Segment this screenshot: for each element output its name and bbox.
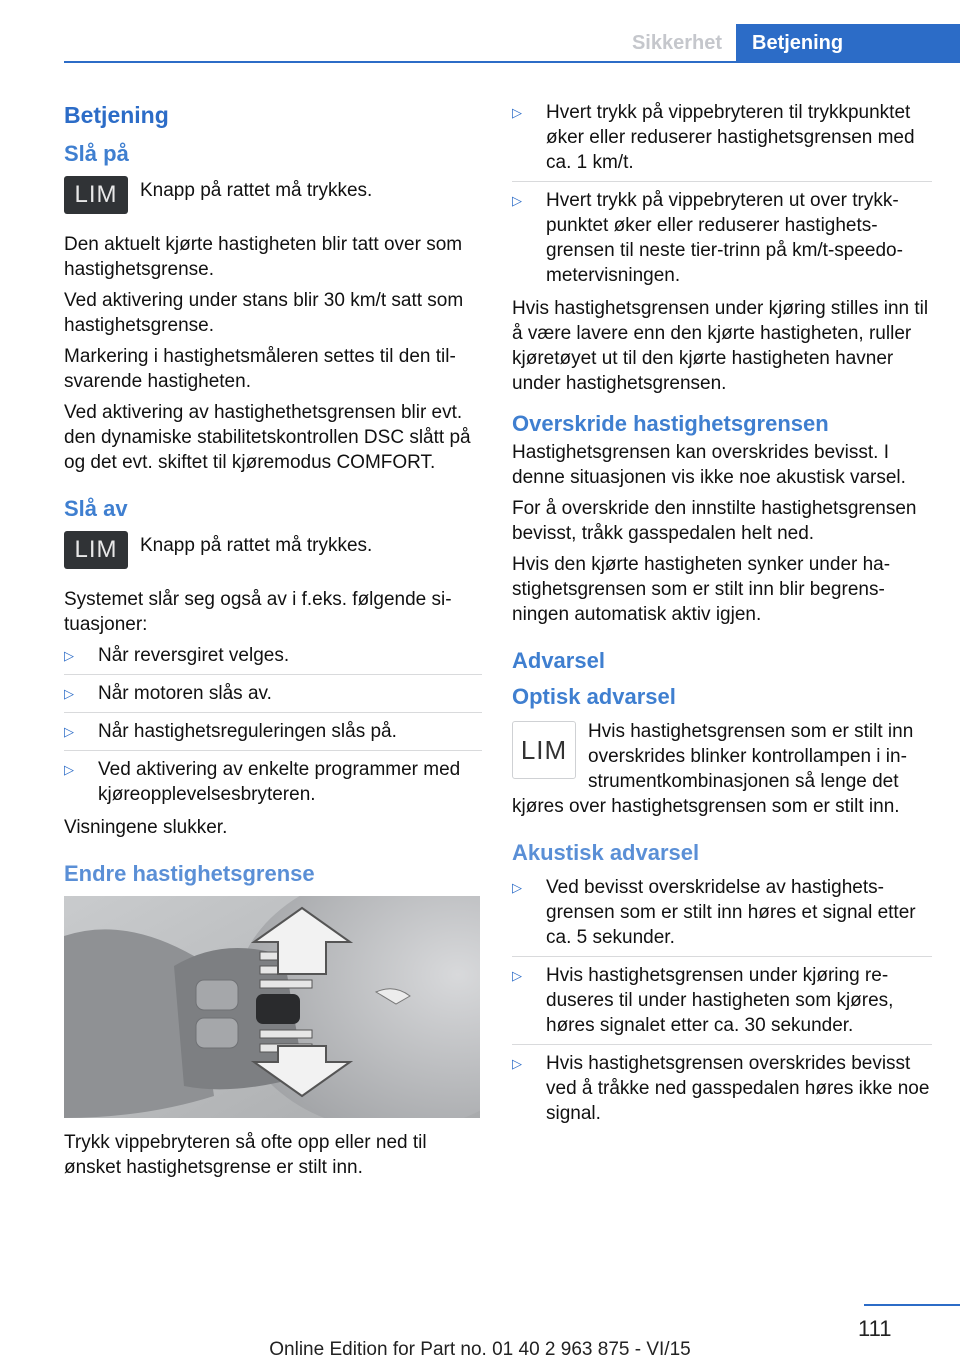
- triangle-bullet-icon: ▷: [512, 880, 522, 895]
- deactivation-list: [64, 643, 482, 807]
- list-item: ▷ Hvis hastighetsgrensen overskrides bevisst ved å tråkke ned gasspedalen høres ikke noe signal.: [512, 1044, 932, 1126]
- footer-edition-text: Online Edition for Part no. 01 40 2 963 875 - VI/15: [269, 1339, 691, 1360]
- triangle-bullet-icon: ▷: [512, 105, 522, 120]
- list-item: ▷ Når hastighetsreguleringen slås på.: [64, 712, 482, 744]
- paragraph: Hvis hastighetsgrensen under kjøring stilles inn til å være lavere enn den kjørte hastigheten, ruller kjøretøyet ut til den kjørte hastigheten havner under hastighetsgrensen.: [512, 298, 929, 394]
- optisk-text: Hvis hastighetsgrensen som er stilt inn overskrides blinker kontrollampen i instrumentkombinasjonen så lenge det kjøres over hastighetsgrensen som er stilt inn.: [512, 721, 914, 817]
- right-column: [512, 100, 932, 1134]
- sla-av-button-row: [64, 531, 482, 575]
- section-title: Betjening: [64, 102, 169, 128]
- tab-betjening[interactable]: Betjening: [736, 24, 960, 62]
- sla-av-instruction: Knapp på rattet må trykkes.: [140, 535, 373, 556]
- heading-endre: Endre hastighetsgrense: [64, 861, 315, 886]
- list-item: ▷ Hvert trykk på vippebryteren til trykkpunktet øker eller reduserer hastighetsgrensen med ca. 1 km/t.: [512, 102, 915, 173]
- tab-sikkerhet[interactable]: Sikkerhet: [631, 32, 722, 54]
- lim-indicator-icon: LIM: [512, 721, 576, 779]
- lim-button-icon: LIM: [64, 176, 128, 214]
- triangle-bullet-icon: ▷: [512, 1056, 522, 1071]
- paragraph: Den aktuelt kjørte hastigheten blir tatt over som hastighetsgrense.: [64, 234, 463, 280]
- left-column: [64, 100, 482, 1186]
- triangle-bullet-icon: ▷: [512, 193, 522, 208]
- triangle-bullet-icon: ▷: [64, 648, 74, 663]
- adjust-list: [512, 100, 932, 288]
- paragraph: Ved aktivering av hastighethetsgrensen blir evt. den dynamiske stabilitetskontrollen DSC slått på og det evt. skiftet til kjøremodus COMFORT.: [64, 402, 471, 473]
- list-item: ▷ Når reversgiret velges.: [64, 645, 290, 666]
- triangle-bullet-icon: ▷: [64, 724, 74, 739]
- triangle-bullet-icon: ▷: [64, 762, 74, 777]
- list-item: ▷ Når motoren slås av.: [64, 674, 482, 706]
- list-item: ▷ Hvert trykk på vippebryteren ut over trykkpunktet øker eller reduserer hastighetsgrensen til neste tier-trinn på km/t-speedometervisningen.: [512, 181, 932, 288]
- paragraph: For å overskride den innstilte hastighetsgrensen bevisst, tråkk gasspedalen helt ned.: [512, 498, 917, 544]
- sla-pa-button-row: [64, 176, 482, 220]
- page-number: 111: [858, 1316, 892, 1341]
- paragraph: Markering i hastighetsmåleren settes til den tilsvarende hastigheten.: [64, 346, 456, 392]
- header-rule: [64, 61, 960, 63]
- heading-akustisk: Akustisk advarsel: [512, 840, 700, 865]
- triangle-bullet-icon: ▷: [512, 968, 522, 983]
- optisk-block: [512, 719, 932, 819]
- acoustic-list: [512, 875, 932, 1126]
- list-item: ▷ Hvis hastighetsgrensen under kjøring reduseres til under hastigheten som kjøres, høres signalet etter ca. 30 sekunder.: [512, 956, 932, 1038]
- heading-overskride: Overskride hastighetsgrensen: [512, 411, 829, 436]
- steering-wheel-photo: [64, 896, 480, 1118]
- heading-optisk: Optisk advarsel: [512, 684, 676, 709]
- list-item: ▷ Ved bevisst overskridelse av hastighetsgrensen som er stilt inn høres et signal etter ca. 5 sekunder.: [512, 877, 916, 948]
- sla-pa-instruction: Knapp på rattet må trykkes.: [140, 180, 373, 201]
- figure-caption: Trykk vippebryteren så ofte opp eller ned til ønsket hastighetsgrense er stilt inn.: [64, 1132, 427, 1178]
- heading-sla-pa: Slå på: [64, 141, 129, 166]
- paragraph: Visningene slukker.: [64, 817, 228, 838]
- list-item: ▷ Ved aktivering av enkelte programmer med kjøreopplevelsesbryteren.: [64, 750, 482, 807]
- paragraph: Hastighetsgrensen kan overskrides bevisst. I denne situasjonen vis ikke noe akustisk varsel.: [512, 442, 906, 488]
- footer-rule: [864, 1304, 960, 1306]
- lim-button-icon: LIM: [64, 531, 128, 569]
- header-tabs: [616, 24, 960, 62]
- heading-advarsel: Advarsel: [512, 648, 605, 673]
- paragraph: Systemet slår seg også av i f.eks. følgende situasjoner:: [64, 589, 452, 635]
- steering-wheel-illustration: [64, 896, 480, 1118]
- triangle-bullet-icon: ▷: [64, 686, 74, 701]
- paragraph: Ved aktivering under stans blir 30 km/t satt som hastighetsgrense.: [64, 290, 464, 336]
- heading-sla-av: Slå av: [64, 496, 128, 521]
- paragraph: Hvis den kjørte hastigheten synker under hastighetsgrensen som er stilt inn blir begrensningen automatisk aktiv igjen.: [512, 554, 891, 625]
